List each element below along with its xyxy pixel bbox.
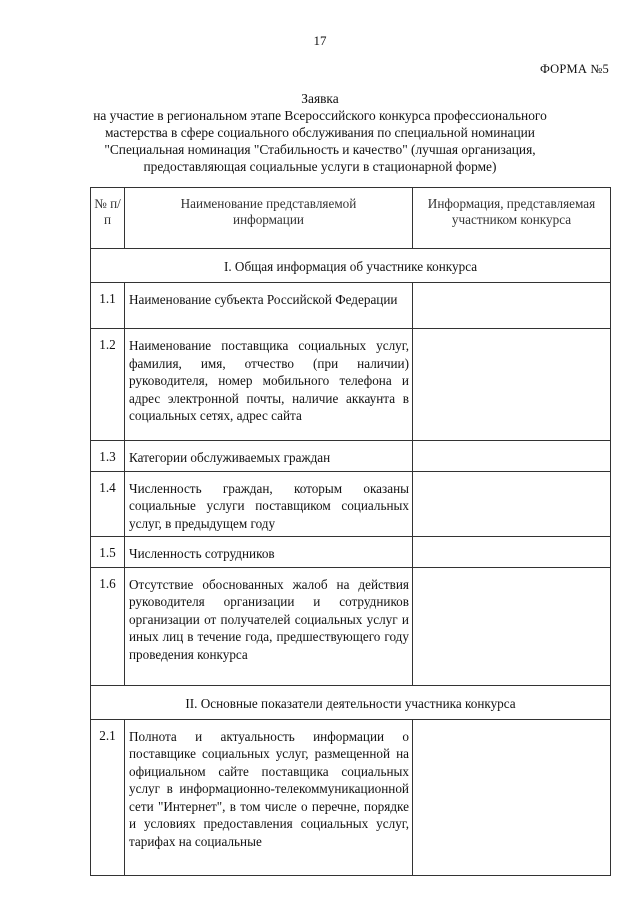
row-info-field[interactable] — [413, 719, 611, 875]
row-number: 2.1 — [91, 719, 125, 875]
row-number: 1.4 — [91, 471, 125, 537]
header-name: Наименование представляемой информации — [125, 188, 413, 249]
row-number: 1.6 — [91, 567, 125, 685]
table-row — [91, 471, 611, 537]
table-row — [91, 329, 611, 441]
row-name: Наименование субъекта Российской Федерации — [125, 283, 413, 329]
row-info-field[interactable] — [413, 441, 611, 472]
row-number: 1.1 — [91, 283, 125, 329]
heading-line: на участие в региональном этапе Всероссийского конкурса профессионального — [93, 108, 547, 123]
row-number: 1.5 — [91, 537, 125, 568]
row-info-field[interactable] — [413, 471, 611, 537]
row-number: 1.3 — [91, 441, 125, 472]
table-header-row — [91, 188, 611, 249]
row-name: Категории обслуживаемых граждан — [125, 441, 413, 472]
table-row — [91, 719, 611, 875]
table-row — [91, 567, 611, 685]
row-info-field[interactable] — [413, 283, 611, 329]
heading-line: мастерства в сфере социального обслуживания по специальной номинации — [105, 125, 535, 140]
document-heading — [60, 90, 580, 175]
section-row — [91, 685, 611, 719]
section-row — [91, 249, 611, 283]
heading-line: "Специальная номинация "Стабильность и качество" (лучшая организация, — [104, 142, 536, 157]
table-row — [91, 537, 611, 568]
header-number: № п/п — [91, 188, 125, 249]
section-title: I. Общая информация об участнике конкурса — [91, 249, 611, 283]
row-name: Полнота и актуальность информации о поставщике социальных услуг, размещенной на официальном сайте поставщика социальных услуг в информационно-телекоммуникационной сети "Интернет", в том числе о перечне, порядке и условиях предоставления социальных услуг, тарифах на социальные — [125, 719, 413, 875]
section-title: II. Основные показатели деятельности участника конкурса — [91, 685, 611, 719]
row-name: Отсутствие обоснованных жалоб на действия руководителя организации и сотрудников организации от получателей социальных услуг и иных лиц в течение года, предшествующего году проведения конкурса — [125, 567, 413, 685]
heading-line: предоставляющая социальные услуги в стационарной форме) — [143, 159, 497, 174]
table-row — [91, 441, 611, 472]
header-info: Информация, представляемая участником конкурса — [413, 188, 611, 249]
row-name: Численность граждан, которым оказаны социальные услуги поставщиком социальных услуг, в предыдущем году — [125, 471, 413, 537]
row-info-field[interactable] — [413, 537, 611, 568]
form-label: ФОРМА №5 — [539, 62, 609, 76]
row-number: 1.2 — [91, 329, 125, 441]
page-number: 17 — [313, 33, 327, 48]
application-form-table — [90, 187, 611, 876]
heading-title: Заявка — [301, 91, 339, 106]
row-info-field[interactable] — [413, 567, 611, 685]
row-name: Наименование поставщика социальных услуг, фамилия, имя, отчество (при наличии) руководителя, номер мобильного телефона и адрес электронной почты, наличие аккаунта в социальных сетях, адрес сайта — [125, 329, 413, 441]
row-info-field[interactable] — [413, 329, 611, 441]
table-row — [91, 283, 611, 329]
row-name: Численность сотрудников — [125, 537, 413, 568]
